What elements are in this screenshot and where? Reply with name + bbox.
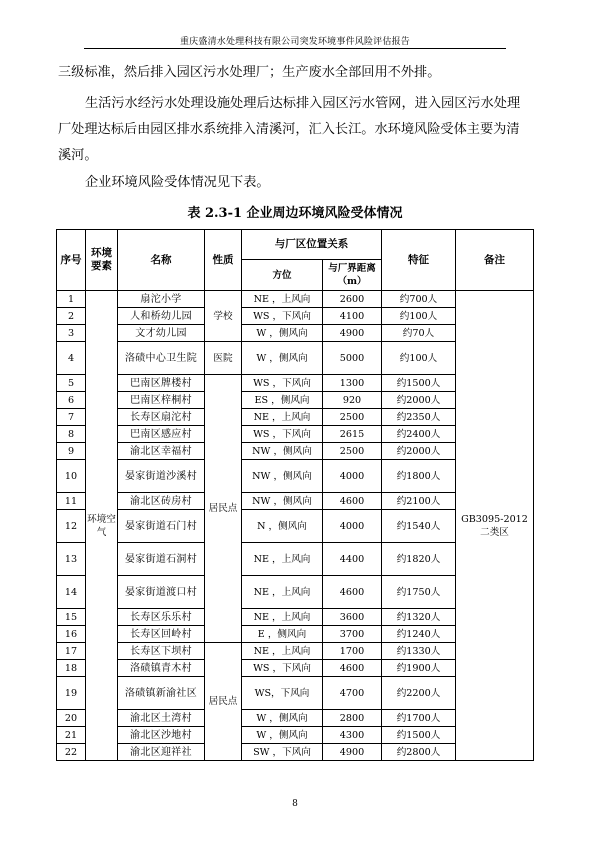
header-distance: 与厂界距离（m）	[323, 260, 382, 291]
row-direction: NE ，上风向	[242, 609, 323, 626]
row-no: 7	[57, 409, 86, 426]
row-direction: N ，侧风向	[242, 510, 323, 543]
row-direction: NE ，上风向	[242, 291, 323, 308]
row-distance: 920	[323, 392, 382, 409]
row-direction: W ，侧风向	[242, 342, 323, 375]
header-no: 序号	[57, 230, 86, 291]
row-no: 15	[57, 609, 86, 626]
row-distance: 4000	[323, 510, 382, 543]
row-name: 巴南区感应村	[118, 426, 205, 443]
row-no: 5	[57, 375, 86, 392]
row-distance: 1700	[323, 643, 382, 660]
header-divider	[84, 48, 506, 49]
row-feature: 约1540人	[382, 510, 456, 543]
nature-cell: 居民点	[205, 643, 242, 761]
row-feature: 约1700人	[382, 710, 456, 727]
paragraph-1: 三级标准，然后排入园区污水处理厂；生产废水全部回用不外排。	[58, 65, 441, 80]
row-distance: 4700	[323, 677, 382, 710]
nature-cell: 居民点	[205, 375, 242, 643]
row-distance: 4100	[323, 308, 382, 325]
row-name: 晏家街道沙溪村	[118, 460, 205, 493]
row-distance: 4400	[323, 543, 382, 576]
row-distance: 4900	[323, 744, 382, 761]
row-distance: 2500	[323, 409, 382, 426]
row-direction: WS，下风向	[242, 677, 323, 710]
row-feature: 约1320人	[382, 609, 456, 626]
row-feature: 约2000人	[382, 392, 456, 409]
row-feature: 约2200人	[382, 677, 456, 710]
row-distance: 1300	[323, 375, 382, 392]
row-name: 洛碛镇新渝社区	[118, 677, 205, 710]
element-cell: 环境空气	[86, 291, 118, 761]
row-name: 渝北区砖房村	[118, 493, 205, 510]
row-name: 长寿区下坝村	[118, 643, 205, 660]
row-feature: 约1500人	[382, 727, 456, 744]
paragraph-2: 生活污水经污水处理设施处理后达标排入园区污水管网，进入园区污水处理厂处理达标后由园区排水系统排入清溪河，汇入长江。水环境风险受体主要为清溪河。	[58, 96, 521, 163]
row-no: 14	[57, 576, 86, 609]
row-direction: W ，侧风向	[242, 325, 323, 342]
row-feature: 约1500人	[382, 375, 456, 392]
row-feature: 约1800人	[382, 460, 456, 493]
row-feature: 约2400人	[382, 426, 456, 443]
row-no: 8	[57, 426, 86, 443]
row-direction: NE ，上风向	[242, 643, 323, 660]
row-direction: NW ，侧风向	[242, 493, 323, 510]
row-no: 19	[57, 677, 86, 710]
row-distance: 4600	[323, 493, 382, 510]
header-remark: 备注	[456, 230, 534, 291]
row-feature: 约1240人	[382, 626, 456, 643]
row-feature: 约100人	[382, 342, 456, 375]
row-name: 文才幼儿园	[118, 325, 205, 342]
row-direction: E ，侧风向	[242, 626, 323, 643]
page-header: 重庆盛清水处理科技有限公司突发环境事件风险评估报告	[179, 37, 410, 47]
row-name: 晏家街道石门村	[118, 510, 205, 543]
row-distance: 2600	[323, 291, 382, 308]
row-distance: 2800	[323, 710, 382, 727]
row-distance: 2500	[323, 443, 382, 460]
row-no: 20	[57, 710, 86, 727]
risk-receptor-table	[56, 229, 534, 761]
page-number: 8	[292, 799, 298, 809]
row-direction: WS ，下风向	[242, 308, 323, 325]
row-no: 16	[57, 626, 86, 643]
row-direction: WS ，下风向	[242, 375, 323, 392]
row-no: 21	[57, 727, 86, 744]
row-direction: WS ，下风向	[242, 660, 323, 677]
table-caption: 表 2.3-1 企业周边环境风险受体情况	[187, 206, 403, 221]
row-direction: NE ，上风向	[242, 409, 323, 426]
row-no: 3	[57, 325, 86, 342]
row-feature: 约2350人	[382, 409, 456, 426]
row-distance: 3600	[323, 609, 382, 626]
header-relation: 与厂区位置关系	[242, 230, 382, 260]
row-name: 长寿区回岭村	[118, 626, 205, 643]
header-nature: 性质	[205, 230, 242, 291]
row-distance: 4600	[323, 660, 382, 677]
nature-cell: 医院	[205, 342, 242, 375]
row-no: 6	[57, 392, 86, 409]
row-feature: 约70人	[382, 325, 456, 342]
header-element: 环境要素	[86, 230, 118, 291]
row-name: 渝北区沙地村	[118, 727, 205, 744]
header-feature: 特征	[382, 230, 456, 291]
row-direction: NW ，侧风向	[242, 443, 323, 460]
remark-cell: GB3095-2012 二类区	[456, 291, 534, 761]
row-name: 扇沱小学	[118, 291, 205, 308]
row-direction: W ，侧风向	[242, 727, 323, 744]
row-feature: 约100人	[382, 308, 456, 325]
row-direction: W ，侧风向	[242, 710, 323, 727]
row-direction: NE ，上风向	[242, 543, 323, 576]
row-feature: 约2000人	[382, 443, 456, 460]
row-feature: 约2100人	[382, 493, 456, 510]
row-distance: 5000	[323, 342, 382, 375]
row-feature: 约2800人	[382, 744, 456, 761]
header-direction: 方位	[242, 260, 323, 291]
row-name: 渝北区土湾村	[118, 710, 205, 727]
row-name: 长寿区扇沱村	[118, 409, 205, 426]
row-name: 晏家街道渡口村	[118, 576, 205, 609]
row-name: 人和桥幼儿园	[118, 308, 205, 325]
row-distance: 4300	[323, 727, 382, 744]
row-direction: NW ，侧风向	[242, 460, 323, 493]
row-no: 10	[57, 460, 86, 493]
row-direction: ES ，侧风向	[242, 392, 323, 409]
row-feature: 约1330人	[382, 643, 456, 660]
row-no: 1	[57, 291, 86, 308]
row-no: 13	[57, 543, 86, 576]
row-no: 4	[57, 342, 86, 375]
row-direction: NE ，上风向	[242, 576, 323, 609]
row-no: 2	[57, 308, 86, 325]
table-body	[57, 291, 534, 761]
row-distance: 2615	[323, 426, 382, 443]
row-no: 9	[57, 443, 86, 460]
nature-cell: 学校	[205, 291, 242, 342]
row-no: 11	[57, 493, 86, 510]
row-name: 渝北区幸福村	[118, 443, 205, 460]
row-name: 晏家街道石洞村	[118, 543, 205, 576]
row-no: 12	[57, 510, 86, 543]
row-distance: 4600	[323, 576, 382, 609]
row-name: 巴南区牌楼村	[118, 375, 205, 392]
row-name: 渝北区迎祥社	[118, 744, 205, 761]
row-distance: 3700	[323, 626, 382, 643]
row-name: 洛碛中心卫生院	[118, 342, 205, 375]
row-feature: 约700人	[382, 291, 456, 308]
row-distance: 4000	[323, 460, 382, 493]
row-feature: 约1900人	[382, 660, 456, 677]
row-direction: SW ，下风向	[242, 744, 323, 761]
row-distance: 4900	[323, 325, 382, 342]
table-row	[57, 291, 534, 308]
row-no: 22	[57, 744, 86, 761]
row-name: 巴南区梓桐村	[118, 392, 205, 409]
row-feature: 约1750人	[382, 576, 456, 609]
row-direction: WS ，下风向	[242, 426, 323, 443]
row-name: 洛碛镇青木村	[118, 660, 205, 677]
row-no: 18	[57, 660, 86, 677]
row-no: 17	[57, 643, 86, 660]
row-feature: 约1820人	[382, 543, 456, 576]
header-name: 名称	[118, 230, 205, 291]
paragraph-3: 企业环境风险受体情况见下表。	[85, 175, 270, 190]
row-name: 长寿区乐乐村	[118, 609, 205, 626]
